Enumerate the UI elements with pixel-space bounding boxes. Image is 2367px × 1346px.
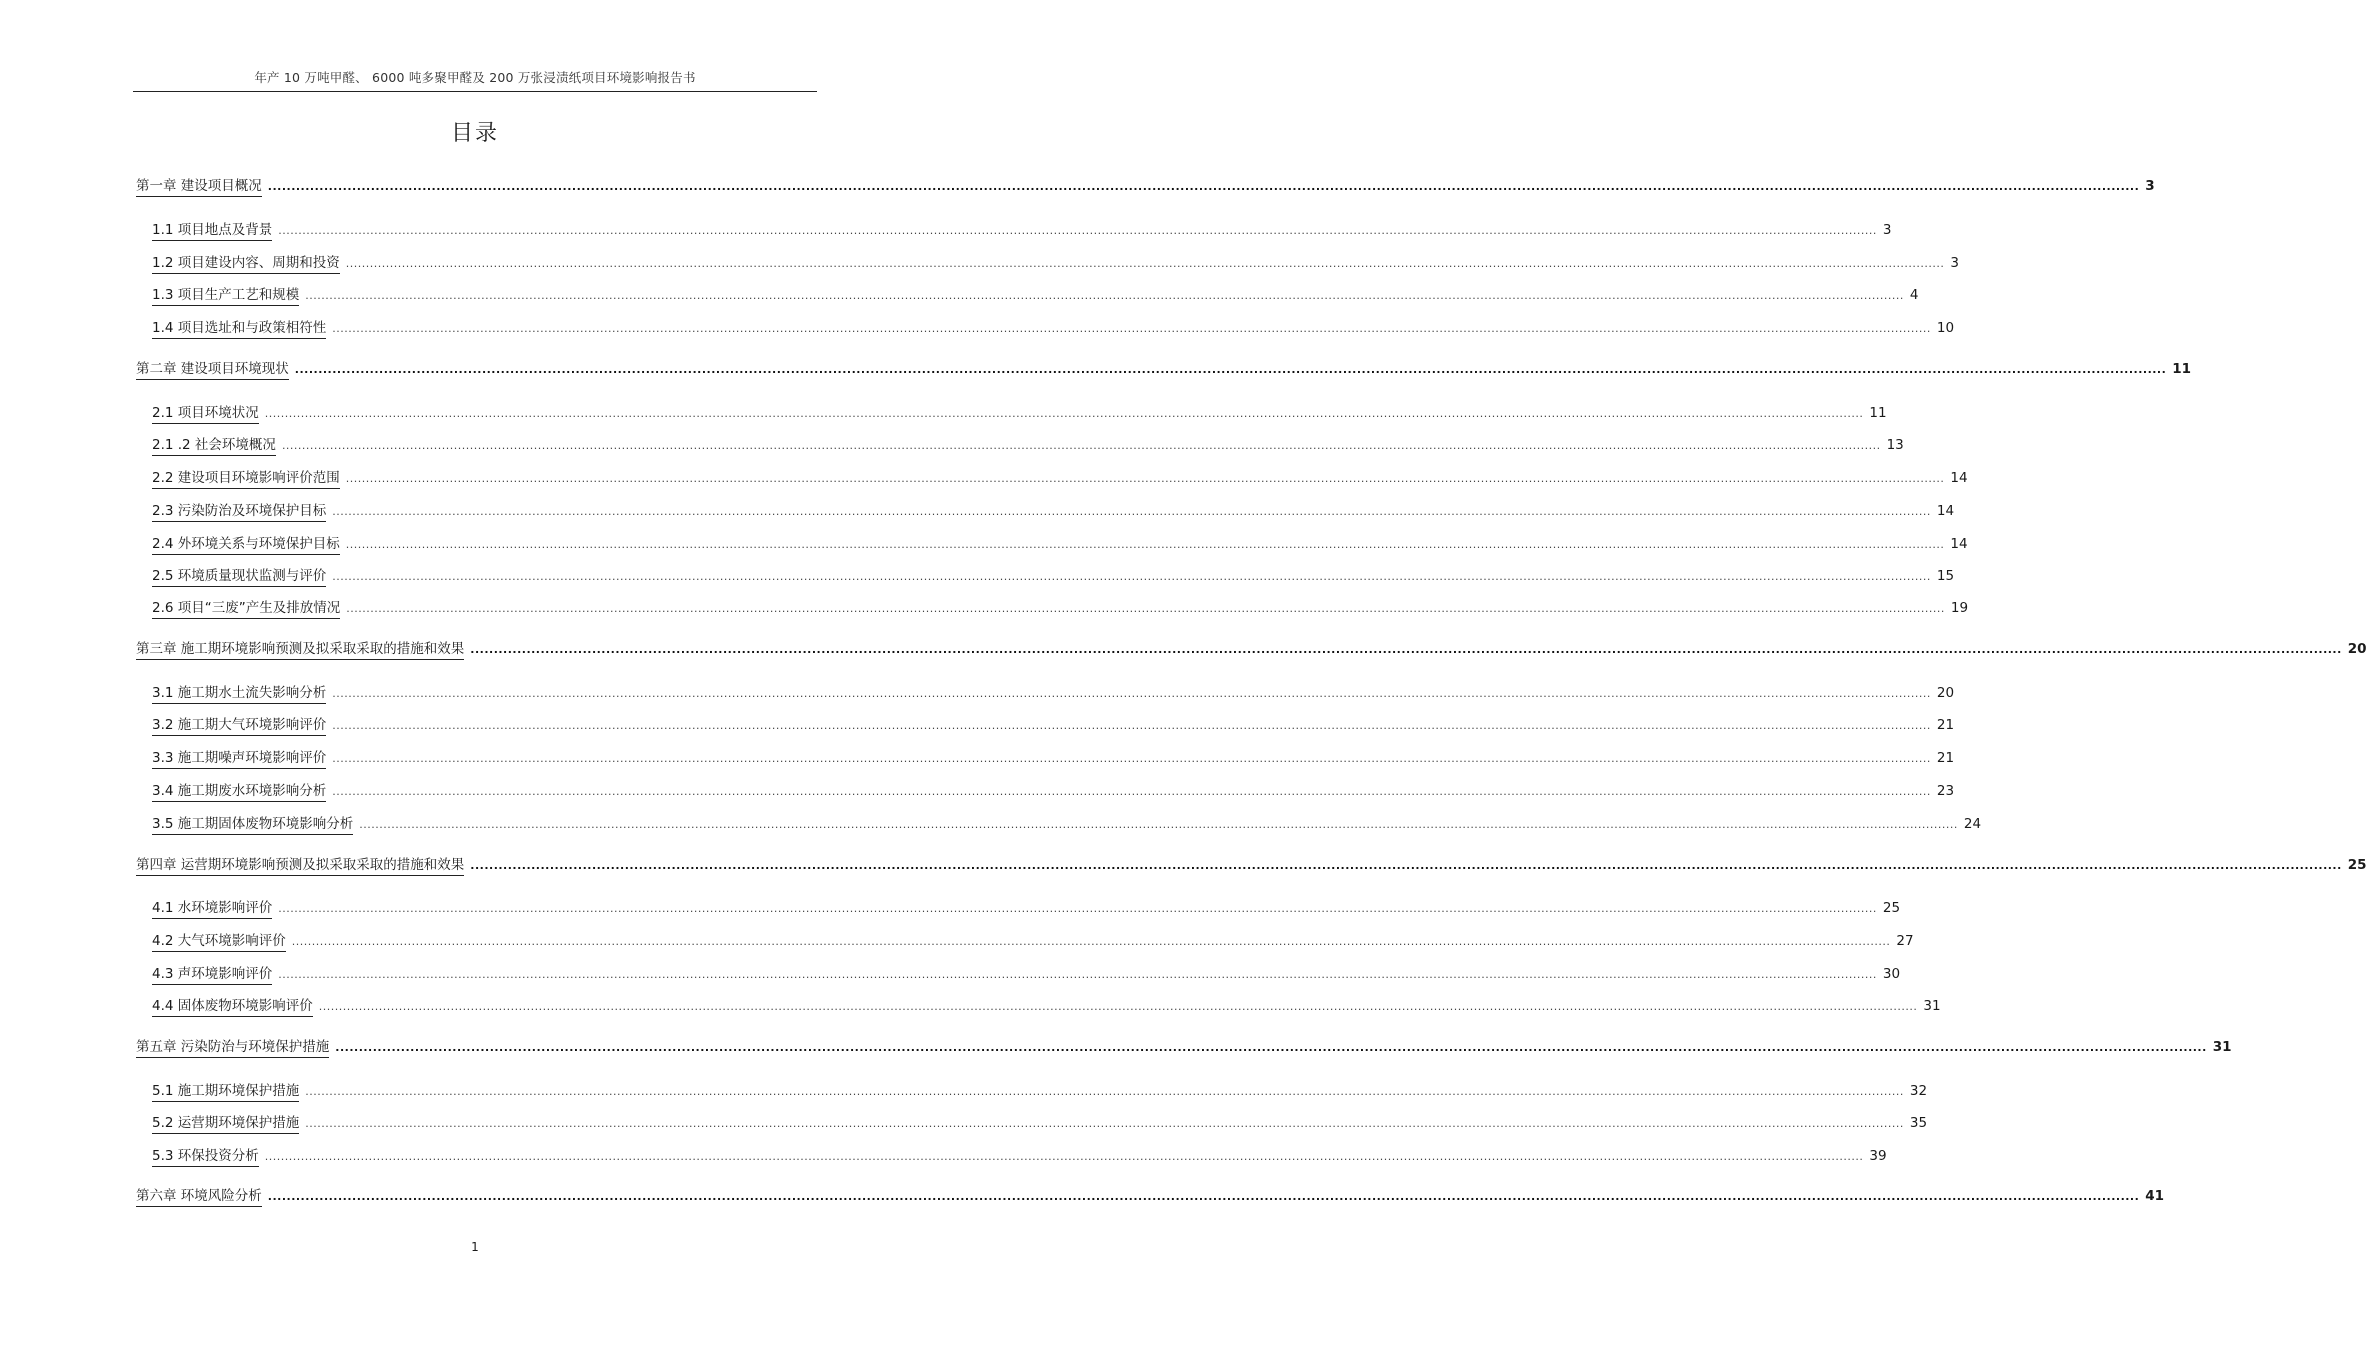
dot-leader: ................................................................................................................................................................................................................................................................................................................................................................................................................ [294,363,2167,376]
toc-section-entry[interactable] [152,782,1955,802]
toc-entry-label[interactable]: 3.3 施工期噪声环境影响评价 [152,749,326,769]
toc-chapter-entry[interactable] [136,360,2192,380]
toc-entry-page: 41 [2145,1188,2165,1204]
dot-leader: ................................................................................................................................................................................................................................................................................................................................................................................................................ [335,1041,2207,1054]
toc-entry-label[interactable]: 1.3 项目生产工艺和规模 [152,286,299,306]
toc-entry-page: 32 [1909,1083,1928,1099]
toc-entry-label[interactable]: 第五章 污染防治与环境保护措施 [136,1038,329,1058]
toc-entry-page: 10 [1936,320,1955,336]
toc-chapter-entry[interactable] [136,640,2367,660]
toc-section-entry[interactable] [152,254,1959,274]
dot-leader: ................................................................................................................................................................................................................................................................................................................................................................................................................ [332,322,1931,335]
toc-entry-label[interactable]: 第六章 环境风险分析 [136,1187,262,1207]
toc-entry-label[interactable]: 3.2 施工期大气环境影响评价 [152,716,326,736]
toc-entry-page: 3 [2145,178,2155,194]
toc-entry-label[interactable]: 2.1 项目环境状况 [152,404,259,424]
toc-entry-label[interactable]: 2.4 外环境关系与环境保护目标 [152,535,340,555]
dot-leader: ................................................................................................................................................................................................................................................................................................................................................................................................................ [267,1190,2140,1203]
dot-leader: ................................................................................................................................................................................................................................................................................................................................................................................................................ [305,1117,1904,1130]
toc-entry-label[interactable]: 4.3 声环境影响评价 [152,965,272,985]
toc-entry-label[interactable]: 1.1 项目地点及背景 [152,221,272,241]
toc-entry-label[interactable]: 第一章 建设项目概况 [136,177,262,197]
toc-section-entry[interactable] [152,502,1955,522]
toc-entry-page: 20 [1936,685,1955,701]
toc-entry-page: 31 [2212,1039,2232,1055]
toc-entry-label[interactable]: 5.1 施工期环境保护措施 [152,1082,299,1102]
toc-section-entry[interactable] [152,1114,1928,1134]
toc-section-entry[interactable] [152,436,1904,456]
toc-section-entry[interactable] [152,997,1941,1017]
toc-entry-label[interactable]: 3.1 施工期水土流失影响分析 [152,684,326,704]
dot-leader: ................................................................................................................................................................................................................................................................................................................................................................................................................ [305,289,1904,302]
dot-leader: ................................................................................................................................................................................................................................................................................................................................................................................................................ [264,1150,1864,1163]
dot-leader: ................................................................................................................................................................................................................................................................................................................................................................................................................ [359,818,1958,831]
dot-leader: ................................................................................................................................................................................................................................................................................................................................................................................................................ [318,1000,1918,1013]
toc-section-entry[interactable] [152,932,1914,952]
page-number: 1 [471,1240,479,1254]
toc-entry-page: 13 [1886,437,1904,453]
toc-chapter-entry[interactable] [136,177,2155,197]
toc-entry-page: 3 [1950,255,1959,271]
toc-entry-label[interactable]: 3.5 施工期固体废物环境影响分析 [152,815,353,835]
dot-leader: ................................................................................................................................................................................................................................................................................................................................................................................................................ [278,224,1877,237]
toc-entry-page: 19 [1950,600,1969,616]
toc-entry-page: 24 [1963,816,1982,832]
dot-leader: ................................................................................................................................................................................................................................................................................................................................................................................................................ [267,180,2140,193]
toc-section-entry[interactable] [152,815,1982,835]
toc-section-entry[interactable] [152,469,1968,489]
toc-entry-page: 21 [1936,717,1955,733]
dot-leader: ................................................................................................................................................................................................................................................................................................................................................................................................................ [278,902,1877,915]
page-header: 年产 10 万吨甲醛、 6000 吨多聚甲醛及 200 万张浸渍纸项目环境影响报告书 [254,70,696,85]
toc-entry-page: 31 [1923,998,1941,1014]
toc-entry-label[interactable]: 2.6 项目“三废”产生及排放情况 [152,599,340,619]
toc-section-entry[interactable] [152,1147,1887,1167]
toc-entry-page: 4 [1909,287,1919,303]
toc-entry-page: 39 [1869,1148,1887,1164]
toc-entry-label[interactable]: 4.2 大气环境影响评价 [152,932,286,952]
toc-entry-page: 3 [1882,222,1892,238]
toc-entry-page: 23 [1936,783,1955,799]
toc-chapter-entry[interactable] [136,856,2367,876]
dot-leader: ................................................................................................................................................................................................................................................................................................................................................................................................................ [332,752,1931,765]
toc-entry-page: 25 [1882,900,1901,916]
toc-entry-page: 21 [1936,750,1955,766]
toc-section-entry[interactable] [152,567,1955,587]
dot-leader: ................................................................................................................................................................................................................................................................................................................................................................................................................ [346,602,1945,615]
toc-entry-label[interactable]: 4.1 水环境影响评价 [152,899,272,919]
toc-section-entry[interactable] [152,319,1955,339]
toc-entry-label[interactable]: 第三章 施工期环境影响预测及拟采取采取的措施和效果 [136,640,464,660]
toc-entry-label[interactable]: 2.1 .2 社会环境概况 [152,436,276,456]
dot-leader: ................................................................................................................................................................................................................................................................................................................................................................................................................ [332,570,1931,583]
header-divider [133,91,817,92]
toc-section-entry[interactable] [152,899,1901,919]
toc-entry-page: 11 [2172,361,2192,377]
toc-chapter-entry[interactable] [136,1038,2232,1058]
toc-entry-label[interactable]: 5.2 运营期环境保护措施 [152,1114,299,1134]
toc-entry-page: 20 [2347,641,2367,657]
dot-leader: ................................................................................................................................................................................................................................................................................................................................................................................................................ [345,257,1945,270]
toc-section-entry[interactable] [152,965,1901,985]
toc-entry-label[interactable]: 1.4 项目选址和与政策相符性 [152,319,326,339]
dot-leader: ................................................................................................................................................................................................................................................................................................................................................................................................................ [281,439,1881,452]
dot-leader: ................................................................................................................................................................................................................................................................................................................................................................................................................ [345,472,1945,485]
dot-leader: ................................................................................................................................................................................................................................................................................................................................................................................................................ [345,538,1945,551]
dot-leader: ................................................................................................................................................................................................................................................................................................................................................................................................................ [332,505,1931,518]
toc-entry-label[interactable]: 5.3 环保投资分析 [152,1147,259,1167]
toc-entry-page: 27 [1896,933,1914,949]
toc-entry-label[interactable]: 1.2 项目建设内容、周期和投资 [152,254,340,274]
toc-entry-page: 11 [1869,405,1887,421]
toc-section-entry[interactable] [152,599,1969,619]
toc-section-entry[interactable] [152,684,1955,704]
toc-chapter-entry[interactable] [136,1187,2165,1207]
dot-leader: ................................................................................................................................................................................................................................................................................................................................................................................................................ [278,968,1877,981]
toc-entry-label[interactable]: 4.4 固体废物环境影响评价 [152,997,313,1017]
toc-section-entry[interactable] [152,749,1955,769]
toc-entry-page: 15 [1936,568,1955,584]
toc-section-entry[interactable] [152,1082,1928,1102]
toc-entry-label[interactable]: 3.4 施工期废水环境影响分析 [152,782,326,802]
dot-leader: ................................................................................................................................................................................................................................................................................................................................................................................................................ [332,687,1931,700]
toc-title: 目录 [450,121,499,146]
dot-leader: ................................................................................................................................................................................................................................................................................................................................................................................................................ [332,785,1931,798]
toc-entry-page: 14 [1950,470,1968,486]
toc-section-entry[interactable] [152,535,1968,555]
dot-leader: ................................................................................................................................................................................................................................................................................................................................................................................................................ [470,859,2342,872]
dot-leader: ................................................................................................................................................................................................................................................................................................................................................................................................................ [291,935,1891,948]
dot-leader: ................................................................................................................................................................................................................................................................................................................................................................................................................ [470,643,2342,656]
toc-section-entry[interactable] [152,716,1955,736]
toc-entry-label[interactable]: 2.3 污染防治及环境保护目标 [152,502,326,522]
toc-entry-label[interactable]: 第四章 运营期环境影响预测及拟采取采取的措施和效果 [136,856,464,876]
toc-section-entry[interactable] [152,286,1919,306]
dot-leader: ................................................................................................................................................................................................................................................................................................................................................................................................................ [305,1085,1904,1098]
toc-entry-page: 30 [1882,966,1901,982]
toc-entry-label[interactable]: 2.5 环境质量现状监测与评价 [152,567,326,587]
dot-leader: ................................................................................................................................................................................................................................................................................................................................................................................................................ [264,407,1864,420]
toc-entry-page: 35 [1909,1115,1928,1131]
toc-entry-label[interactable]: 第二章 建设项目环境现状 [136,360,289,380]
toc-entry-page: 25 [2347,857,2367,873]
dot-leader: ................................................................................................................................................................................................................................................................................................................................................................................................................ [332,719,1931,732]
toc-entry-page: 14 [1936,503,1955,519]
toc-entry-label[interactable]: 2.2 建设项目环境影响评价范围 [152,469,340,489]
toc-section-entry[interactable] [152,404,1887,424]
toc-entry-page: 14 [1950,536,1968,552]
toc-section-entry[interactable] [152,221,1892,241]
